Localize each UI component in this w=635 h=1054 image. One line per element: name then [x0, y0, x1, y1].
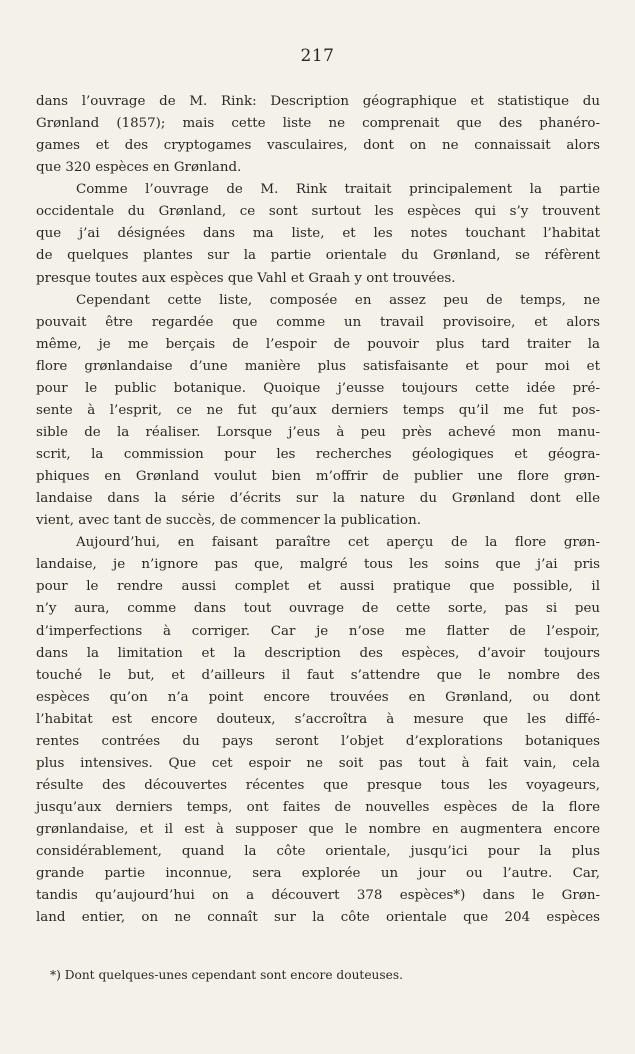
text-line: touché le but, et d’ailleurs il faut s’attendre que le nombre des: [36, 667, 600, 683]
text-line: résulte des découvertes récentes que presque tous les voyageurs,: [36, 777, 600, 793]
text-line: occidentale du Grønland, ce sont surtout les espèces qui s’y trouvent: [36, 204, 600, 220]
body-text: [36, 91, 600, 929]
text-line: sible de la réaliser. Lorsque j’eus à peu près achevé mon manu-: [36, 424, 600, 440]
text-line: pour le rendre aussi complet et aussi pratique que possible, il: [36, 579, 600, 595]
text-line: n’y aura, comme dans tout ouvrage de cette sorte, pas si peu: [36, 601, 600, 617]
text-line: pouvait être regardée que comme un travail provisoire, et alors: [36, 314, 600, 330]
text-line: land entier, on ne connaît sur la côte orientale que 204 espèces: [36, 910, 600, 926]
text-line: landaise, je n’ignore pas que, malgré tous les soins que j’ai pris: [36, 557, 600, 573]
text-line: considérablement, quand la côte orientale, jusqu’ici pour la plus: [36, 844, 600, 860]
text-line: l’habitat est encore douteux, s’accroîtra à mesure que les diffé-: [36, 711, 600, 727]
text-line: dans l’ouvrage de M. Rink: Description géographique et statistique du: [36, 94, 600, 109]
text-line: espèces qu’on n’a point encore trouvées en Grønland, ou dont: [36, 689, 600, 705]
text-line: grande partie inconnue, sera explorée un jour ou l’autre. Car,: [36, 866, 600, 882]
text-line: jusqu’aux derniers temps, ont faites de nouvelles espèces de la flore: [36, 800, 600, 815]
text-line: phiques en Grønland voulut bien m’offrir de publier une flore grøn-: [36, 469, 600, 485]
text-line: presque toutes aux espèces que Vahl et Graah y ont trouvées.: [36, 270, 456, 286]
text-line: que j’ai désignées dans ma liste, et les notes touchant l’habitat: [36, 226, 600, 242]
text-line: rentes contrées du pays seront l’objet d’explorations botaniques: [36, 733, 600, 749]
text-line: Grønland (1857); mais cette liste ne comprenait que des phanéro-: [36, 116, 600, 132]
text-line: plus intensives. Que cet espoir ne soit pas tout à fait vain, cela: [36, 755, 600, 771]
text-line: sente à l’esprit, ce ne fut qu’aux derniers temps qu’il me fut pos-: [36, 402, 600, 418]
text-line: Comme l’ouvrage de M. Rink traitait principalement la partie: [76, 182, 600, 198]
text-line: Cependant cette liste, composée en assez peu de temps, ne: [76, 292, 600, 308]
text-line: landaise dans la série d’écrits sur la nature du Grønland dont elle: [36, 491, 600, 507]
footnote: *) Dont quelques-unes cependant sont encore douteuses.: [50, 968, 403, 982]
text-line: que 320 espèces en Grønland.: [36, 160, 242, 176]
text-line: vient, avec tant de succès, de commencer la publication.: [36, 513, 421, 529]
text-line: games et des cryptogames vasculaires, dont on ne connaissait alors: [36, 138, 600, 154]
text-line: d’imperfections à corriger. Car je n’ose me flatter de l’espoir,: [36, 623, 600, 639]
text-line: même, je me berçais de l’espoir de pouvoir plus tard traiter la: [36, 336, 600, 352]
text-line: tandis qu’aujourd’hui on a découvert 378 espèces*) dans le Grøn-: [36, 888, 600, 904]
text-line: dans la limitation et la description des espèces, d’avoir toujours: [36, 645, 600, 661]
text-line: Aujourd’hui, en faisant paraître cet aperçu de la flore grøn-: [76, 535, 600, 551]
text-line: pour le public botanique. Quoique j’eusse toujours cette idée pré-: [36, 380, 600, 396]
page-number: 217: [300, 46, 335, 66]
text-line: scrit, la commission pour les recherches géologiques et géogra-: [36, 447, 600, 462]
text-line: flore grønlandaise d’une manière plus satisfaisante et pour moi et: [36, 358, 600, 374]
text-line: grønlandaise, et il est à supposer que le nombre en augmentera encore: [36, 822, 600, 838]
text-line: de quelques plantes sur la partie orientale du Grønland, se réfèrent: [36, 248, 600, 264]
